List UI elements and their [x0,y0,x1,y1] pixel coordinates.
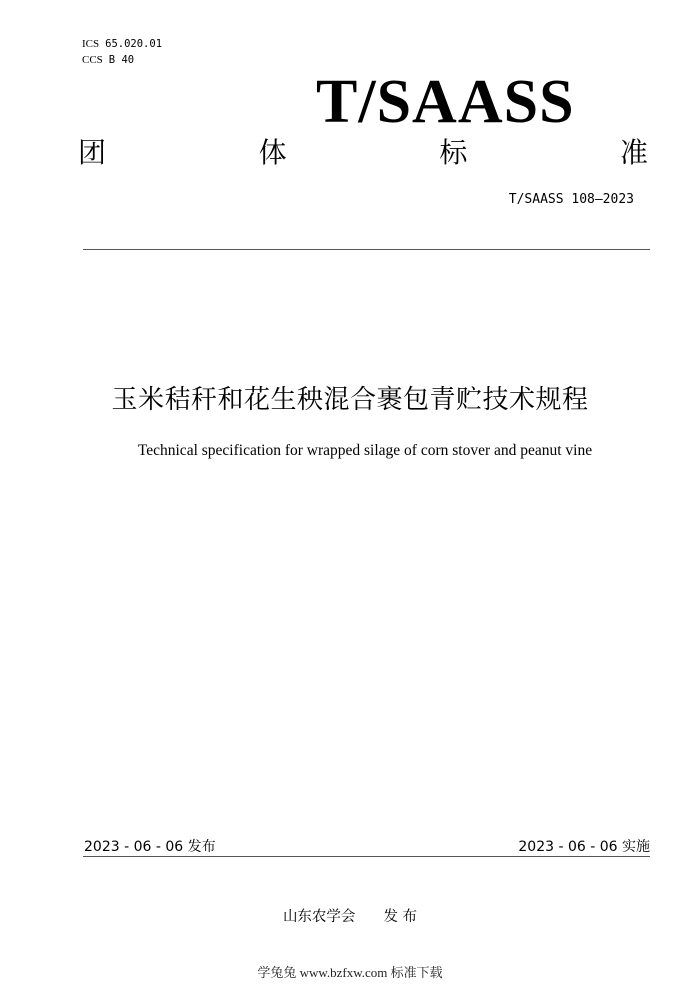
standard-type-char: 体 [258,136,287,169]
standard-type-char: 团 [78,136,107,169]
publisher-name: 山东农学会 [282,909,356,925]
organization-logo: T/SAASS [316,68,575,136]
ics-value: 65.020.01 [105,38,163,50]
title-chinese: 玉米秸秆和花生秧混合裹包青贮技术规程 [111,385,589,415]
ics-label: ICS [82,38,100,50]
title-english: Technical specification for wrapped silage of corn stover and peanut vine [137,442,593,459]
standard-type-char: 标 [439,136,468,169]
top-divider [83,249,650,250]
publisher-action: 发 布 [383,909,418,925]
implementation-date: 2023 - 06 - 06 实施 [518,839,650,855]
standard-number: T/SAASS 108—2023 [508,192,634,207]
ccs-value: B 40 [108,54,135,66]
publisher-line [0,905,700,926]
standard-type-heading [78,136,648,170]
ccs-code [82,53,134,67]
ccs-label: CCS [82,54,103,66]
standard-type-char: 准 [619,136,648,169]
watermark-text: 学兔兔 www.bzfxw.com 标准下载 [257,965,443,980]
bottom-divider [83,856,650,857]
ics-code [82,37,162,51]
issue-date: 2023 - 06 - 06 发布 [84,839,216,855]
